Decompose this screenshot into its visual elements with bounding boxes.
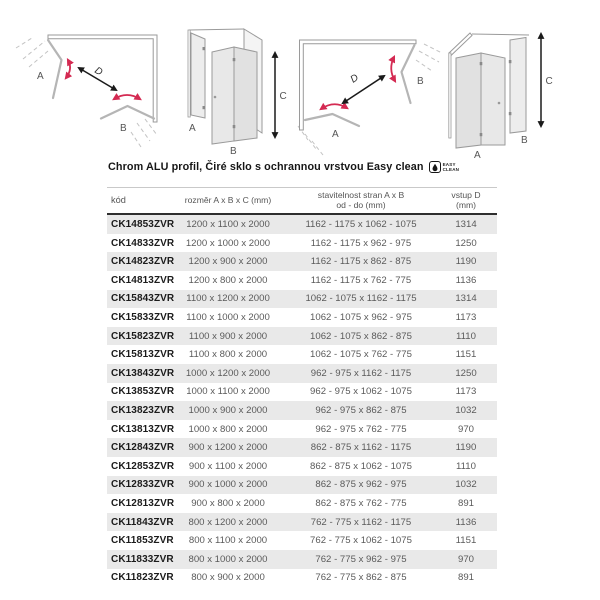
cell-code: CK11823ZVR [111,572,174,584]
label-d: D [92,65,105,79]
cell-code: CK14823ZVR [111,256,175,268]
spec-table [107,187,497,587]
cell-entry: 1151 [455,349,477,361]
cell-range: 962 - 975 x 1162 - 1175 [310,367,412,379]
cell-code: CK13823ZVR [111,404,175,416]
hinge-icon [233,58,236,61]
cell-size: 1200 x 1000 x 2000 [185,237,271,249]
cell-size: 1200 x 1100 x 2000 [186,219,270,231]
table-row [107,345,497,364]
door-b-left-panel [212,47,234,144]
cell-entry: 1250 [455,367,477,379]
cell-range: 862 - 875 x 962 - 975 [315,479,407,491]
door-b-line [402,45,415,103]
cell-size: 1000 x 900 x 2000 [188,404,268,416]
hinge-icon [480,62,483,65]
cell-size: 1000 x 1100 x 2000 [186,386,270,398]
cell-entry: 1151 [455,535,477,547]
header-kod: kód [111,195,126,206]
cell-size: 1000 x 1200 x 2000 [185,367,271,379]
cell-entry: 970 [457,553,474,565]
cell-code: CK13813ZVR [111,423,175,435]
label-a: A [332,129,339,140]
cell-size: 1200 x 800 x 2000 [188,274,268,286]
door-b-panel [510,38,526,134]
cell-code: CK11843ZVR [111,516,174,528]
table-row [107,476,497,495]
droplet-icon [429,161,441,173]
cell-range: 862 - 875 x 762 - 775 [315,497,407,509]
diagram-iso-left [172,20,292,165]
cell-range: 862 - 875 x 1162 - 1175 [310,442,412,454]
entry-d-arrow-icon [343,76,384,103]
cell-entry: 970 [457,423,474,435]
table-row [107,531,497,550]
cell-range: 1062 - 1075 x 962 - 975 [310,312,412,324]
door-b-line [101,106,154,119]
cell-range: 1162 - 1175 x 962 - 975 [310,237,412,249]
cell-range: 762 - 775 x 1062 - 1075 [310,535,412,547]
cell-code: CK15813ZVR [111,349,175,361]
door-a-panel [191,33,205,118]
header-stavitelnost: stavitelnost stran A x B od - do (mm) [317,190,405,210]
back-top-edge [189,29,244,30]
cell-size: 800 x 1200 x 2000 [188,516,268,528]
diagram-plan-right [285,20,450,165]
label-b: B [417,76,424,87]
door-b-right-panel [234,47,257,141]
dashed-fold-positions [16,38,157,147]
hinge-icon [203,106,206,109]
cell-entry: 1314 [455,293,477,305]
table-row [107,420,497,439]
cell-size: 900 x 1100 x 2000 [188,460,268,472]
cell-size: 1100 x 1200 x 2000 [186,293,270,305]
cell-entry: 1250 [455,237,477,249]
label-a: A [37,71,44,82]
label-b: B [120,123,127,134]
cell-range: 762 - 775 x 862 - 875 [315,572,407,584]
handle-icon [214,96,217,99]
cell-size: 900 x 1200 x 2000 [188,442,268,454]
cell-code: CK12843ZVR [111,442,175,454]
header-rozmer: rozměr A x B x C (mm) [184,194,272,205]
table-row [107,550,497,569]
cell-size: 800 x 1100 x 2000 [188,535,268,547]
cell-code: CK12853ZVR [111,460,175,472]
cell-code: CK15833ZVR [111,312,175,324]
cell-size: 1200 x 900 x 2000 [188,256,268,268]
table-row [107,327,497,346]
door-a-left-panel [456,53,481,148]
cell-range: 762 - 775 x 962 - 975 [315,553,407,565]
cell-code: CK14833ZVR [111,237,175,249]
easy-clean-badge [429,161,460,173]
cell-range: 962 - 975 x 762 - 775 [315,423,407,435]
table-row [107,290,497,309]
table-row [107,513,497,532]
diagram-plan-left [10,20,175,165]
cell-entry: 1314 [455,219,477,231]
cell-code: CK11853ZVR [111,535,174,547]
cell-range: 1162 - 1175 x 862 - 875 [310,256,412,268]
cell-range: 1062 - 1075 x 862 - 875 [310,330,412,342]
hinge-icon [203,47,206,50]
left-frame [449,53,451,138]
cell-size: 900 x 800 x 2000 [191,497,265,509]
cell-entry: 1032 [455,404,477,416]
label-c: C [279,91,287,102]
label-b: B [230,146,237,157]
cell-entry: 891 [457,572,474,584]
cell-entry: 1110 [456,330,476,342]
label-d: D [348,72,361,86]
table-row [107,271,497,290]
page-title: Chrom ALU profil, Čiré sklo s ochrannou vrstvou Easy clean [108,161,424,173]
cell-range: 962 - 975 x 862 - 875 [315,404,407,416]
diagram-iso-right [443,20,590,170]
cell-range: 1162 - 1175 x 762 - 775 [310,274,412,286]
swing-arrow-a-icon [66,60,70,78]
table-row [107,438,497,457]
header-vstup: vstup D (mm) [451,190,481,210]
table-row [107,308,497,327]
table-body [107,215,497,587]
cell-range: 1062 - 1075 x 762 - 775 [310,349,412,361]
cell-entry: 1190 [455,442,477,454]
table-row [107,569,497,588]
cell-range: 862 - 875 x 1062 - 1075 [310,460,412,472]
hinge-icon [509,60,512,63]
cell-size: 1000 x 800 x 2000 [188,423,268,435]
swing-arrow-b-icon [114,95,140,99]
cell-size: 1100 x 800 x 2000 [188,349,268,361]
wall-outline [48,35,157,122]
cell-range: 762 - 775 x 1162 - 1175 [310,516,412,528]
cell-code: CK13843ZVR [111,367,175,379]
table-header [107,187,497,215]
label-c: C [545,76,553,87]
cell-code: CK15823ZVR [111,330,175,342]
cell-entry: 1136 [455,516,477,528]
cell-range: 1162 - 1175 x 1062 - 1075 [305,219,417,231]
hinge-icon [233,125,236,128]
dashed-fold-positions [298,44,442,155]
cell-entry: 1110 [456,460,476,472]
hinge-icon [480,133,483,136]
door-a-line [48,40,62,98]
door-a-right-panel [481,53,505,145]
cell-code: CK11833ZVR [111,553,174,565]
cell-entry: 1136 [455,274,477,286]
back-wall-panel [449,33,472,56]
swing-arrow-a-icon [321,104,347,109]
back-top-edge [472,34,529,35]
cell-code: CK14853ZVR [111,219,175,231]
table-row [107,252,497,271]
label-b: B [521,135,528,146]
title-row [108,161,459,173]
table-row [107,234,497,253]
cell-code: CK12833ZVR [111,479,175,491]
left-frame [188,30,190,117]
cell-entry: 891 [457,497,474,509]
cell-size: 800 x 1000 x 2000 [188,553,268,565]
hinge-icon [509,112,512,115]
easy-clean-label: EASY CLEAN [442,161,460,172]
cell-code: CK12813ZVR [111,497,175,509]
cell-entry: 1173 [455,312,477,324]
cell-code: CK14813ZVR [111,274,175,286]
label-a: A [189,123,196,134]
label-a: A [474,150,481,161]
cell-size: 900 x 1000 x 2000 [188,479,268,491]
cell-size: 1100 x 900 x 2000 [188,330,268,342]
cell-size: 800 x 900 x 2000 [191,572,265,584]
table-row [107,401,497,420]
cell-entry: 1190 [455,256,477,268]
cell-entry: 1173 [455,386,477,398]
cell-range: 962 - 975 x 1062 - 1075 [310,386,412,398]
cell-range: 1062 - 1075 x 1162 - 1175 [305,293,417,305]
table-row [107,364,497,383]
table-row [107,494,497,513]
door-a-line [305,114,359,126]
handle-icon [498,102,501,105]
cell-code: CK13853ZVR [111,386,175,398]
table-row [107,215,497,234]
table-row [107,383,497,402]
swing-arrow-b-icon [391,57,395,81]
cell-code: CK15843ZVR [111,293,175,305]
cell-entry: 1032 [455,479,477,491]
cell-size: 1100 x 1000 x 2000 [186,312,270,324]
table-row [107,457,497,476]
